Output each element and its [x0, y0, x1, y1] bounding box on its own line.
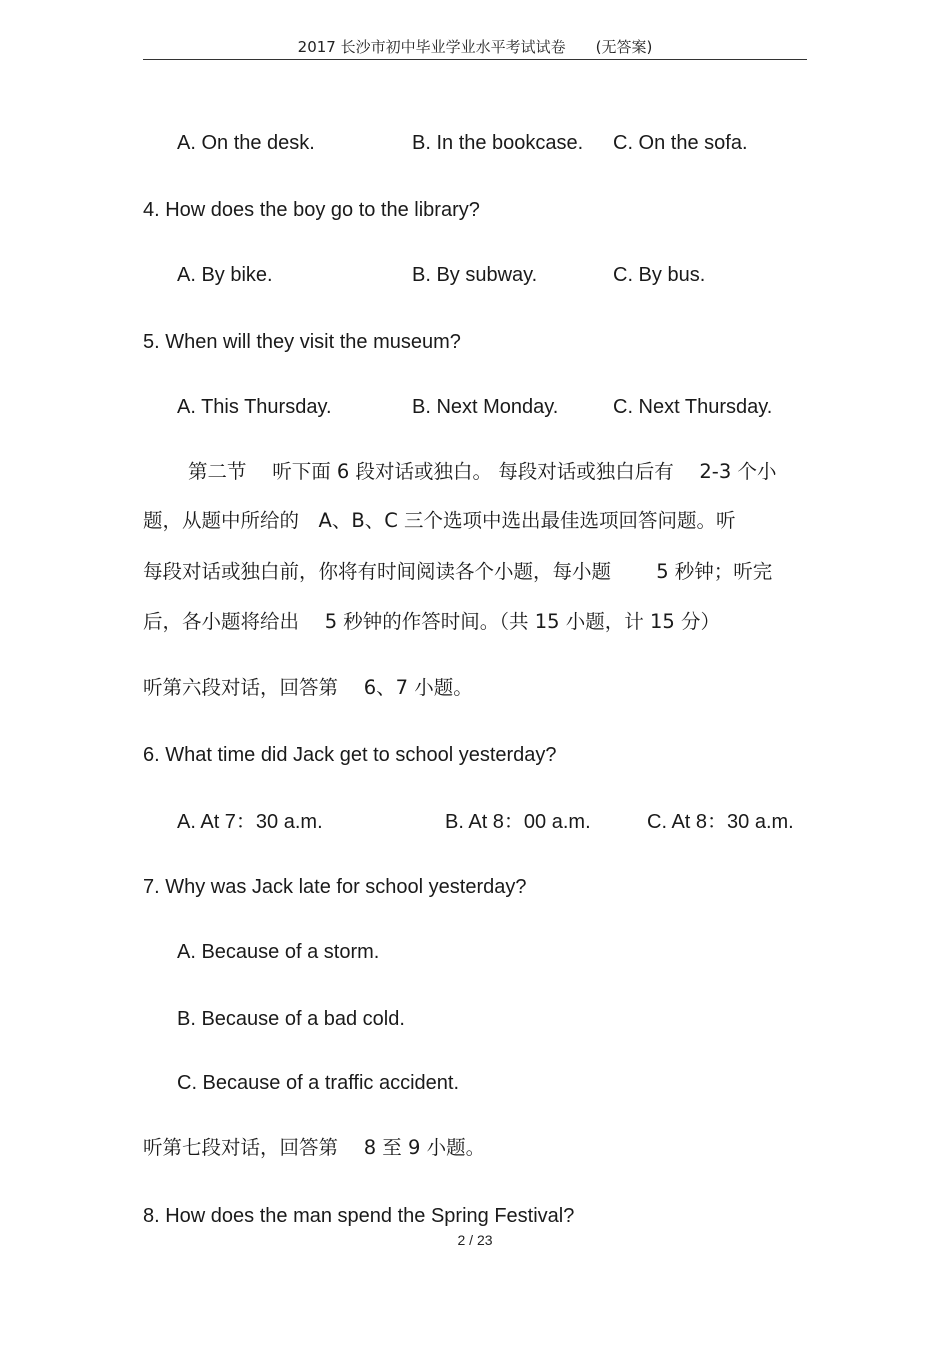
- section2-instruction-line1: 第二节 听下面 6 段对话或独白。 每段对话或独白后有 2-3 个小: [188, 460, 777, 483]
- q6-option-a: A. At 7：30 a.m.: [177, 811, 323, 833]
- q7-question: 7. Why was Jack late for school yesterday?: [143, 876, 527, 898]
- q8-question: 8. How does the man spend the Spring Festival?: [143, 1205, 575, 1227]
- page-number: 2 / 23: [457, 1232, 493, 1248]
- page-header-title: 2017 长沙市初中毕业学业水平考试试卷 (无答案): [297, 38, 653, 56]
- section2-instruction-line4: 后，各小题将给出 5 秒钟的作答时间。（共 15 小题，计 15 分）: [143, 610, 720, 633]
- q5-option-a: A. This Thursday.: [177, 396, 332, 418]
- header-divider: [143, 59, 807, 60]
- q4-option-c: C. By bus.: [613, 264, 706, 286]
- q4-question: 4. How does the boy go to the library?: [143, 199, 480, 221]
- dialog7-intro: 听第七段对话，回答第 8 至 9 小题。: [143, 1136, 486, 1159]
- q5-option-b: B. Next Monday.: [412, 396, 559, 418]
- q7-option-a: A. Because of a storm.: [177, 941, 380, 963]
- q3-option-b: B. In the bookcase.: [412, 132, 584, 154]
- section2-instruction-line3: 每段对话或独白前，你将有时间阅读各个小题，每小题 5 秒钟；听完: [143, 560, 773, 583]
- q3-option-a: A. On the desk.: [177, 132, 315, 154]
- dialog6-intro: 听第六段对话，回答第 6、7 小题。: [143, 676, 473, 699]
- q4-option-a: A. By bike.: [177, 264, 273, 286]
- q5-question: 5. When will they visit the museum?: [143, 331, 461, 353]
- q7-option-b: B. Because of a bad cold.: [177, 1008, 405, 1030]
- q7-option-c: C. Because of a traffic accident.: [177, 1072, 460, 1094]
- q4-option-b: B. By subway.: [412, 264, 538, 286]
- q6-option-b: B. At 8：00 a.m.: [445, 811, 591, 833]
- q6-question: 6. What time did Jack get to school yesterday?: [143, 744, 557, 766]
- q5-option-c: C. Next Thursday.: [613, 396, 773, 418]
- section2-instruction-line2: 题，从题中所给的 A、B、C 三个选项中选出最佳选项回答问题。听: [143, 509, 736, 532]
- q3-option-c: C. On the sofa.: [613, 132, 748, 154]
- q6-option-c: C. At 8：30 a.m.: [647, 811, 794, 833]
